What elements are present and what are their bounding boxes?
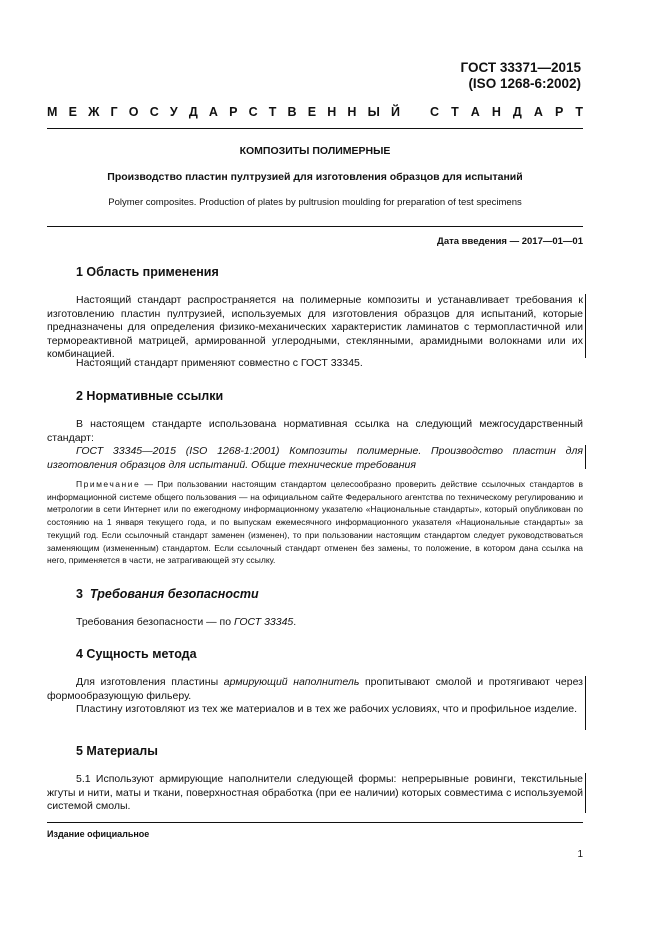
top-divider <box>47 128 583 129</box>
section-2-heading: 2 Нормативные ссылки <box>76 389 224 403</box>
section-4-heading: 4 Сущность метода <box>76 647 197 661</box>
banner-letter: С <box>149 105 159 119</box>
section-2-para-1: В настоящем стандарте использована нормативная ссылка на следующий межгосударственный стандарт: <box>47 418 583 444</box>
banner-letter: Й <box>391 105 400 119</box>
banner-letter: Д <box>512 105 522 119</box>
note-label: Примечание <box>76 479 141 489</box>
standard-word <box>430 105 583 119</box>
section-5-para-1: 5.1 Используют армирующие наполнители следующей формы: непрерывные ровинги, текстильные жгуты и нити, маты и ткани, поверхностная обработка (при ее наличии) которых совместима с используемой системой смолы. <box>47 773 583 812</box>
banner-letter: Н <box>491 105 501 119</box>
note-block <box>47 478 583 567</box>
banner-letter: Т <box>268 105 277 119</box>
doc-title-english: Polymer composites. Production of plates by pultrusion moulding for preparation of test specimens <box>108 197 522 208</box>
section-3-para: Требования безопасности — по ГОСТ 33345. <box>76 616 297 628</box>
intro-date: Дата введения — 2017—01—01 <box>437 236 583 247</box>
section-3-heading: 3 Требования безопасности <box>76 587 259 601</box>
change-bar <box>585 294 586 358</box>
banner-letter: Ы <box>367 105 380 119</box>
section-4-para-2: Пластину изготовляют из тех же материалов и в тех же рабочих условиях, что и профильное изделие. <box>76 703 578 715</box>
iso-number: (ISO 1268-6:2002) <box>468 76 581 91</box>
banner-letter: С <box>430 105 440 119</box>
banner-letter: М <box>47 105 58 119</box>
change-bar <box>585 445 586 469</box>
banner-letter: Т <box>575 105 583 119</box>
title-divider <box>47 226 583 227</box>
banner-letter: Ж <box>88 105 100 119</box>
banner-letter: С <box>248 105 258 119</box>
section-4-para-1: Для изготовления пластины армирующий наполнитель пропитывают смолой и протягивают через формообразующую фильеру. <box>47 676 583 702</box>
page-number: 1 <box>577 849 583 860</box>
normative-reference: ГОСТ 33345—2015 (ISO 1268-1:2001) Композиты полимерные. Производство пластин для изготовления образцов для испытаний. Общие технические требования <box>47 445 583 471</box>
banner-letter: Н <box>347 105 357 119</box>
banner-letter: А <box>533 105 543 119</box>
banner-letter: А <box>470 105 480 119</box>
banner-letter: Д <box>188 105 198 119</box>
section-1-para-2: Настоящий стандарт применяют совместно с ГОСТ 33345. <box>76 357 363 369</box>
change-bar <box>585 773 586 813</box>
standard-id <box>461 60 581 92</box>
banner-letter: Р <box>229 105 238 119</box>
edition-label: Издание официальное <box>47 829 150 839</box>
banner-letter: Е <box>68 105 77 119</box>
standard-number: ГОСТ 33371—2015 <box>460 60 581 75</box>
section-5-heading: 5 Материалы <box>76 744 158 758</box>
doc-title-main: КОМПОЗИТЫ ПОЛИМЕРНЫЕ <box>239 145 391 157</box>
banner-letter: В <box>287 105 297 119</box>
footer-divider <box>47 822 583 823</box>
banner-letter: Г <box>110 105 118 119</box>
change-bar <box>585 676 586 730</box>
banner-letter: Е <box>307 105 317 119</box>
section-1-heading: 1 Область применения <box>76 265 219 279</box>
note-text: — При пользовании настоящим стандартом целесообразно проверить действие ссылочных стандартов в информационной системе общего пользования — на официальном сайте Федерального агентства по техническому регулированию и метрологии в сети Интернет или по ежегодному информационному указателю «Национальные стандарты», который опубликован по состоянию на 1 января текущего года, и по выпускам ежемесячного информационного указателя «Национальные стандарты» за текущий год. Если ссылочный стандарт заменен (изменен), то при пользовании настоящим стандартом следует руководствоваться заменяющим (измененным) стандартом. Если ссылочный стандарт отменен без замены, то положение, в котором дана ссылка на него, применяется в части, не затрагивающей эту ссылку. <box>47 479 583 566</box>
banner-letter: О <box>128 105 139 119</box>
banner-letter: А <box>208 105 218 119</box>
interstate-word <box>47 105 400 119</box>
banner-letter: Н <box>327 105 337 119</box>
banner-letter: Р <box>554 105 564 119</box>
section-1-para-1: Настоящий стандарт распространяется на полимерные композиты и устанавливает требования к изготовлению пластин пултрузией, используемых для изготовления образцов для испытаний, которые предназначены для определения физико-механических характеристик ламинатов с термопластичной или термореактивной матрицей, армированной углеродными, стеклянными, арамидными волокнами или их комбинацией. <box>47 294 583 360</box>
doc-title-sub: Производство пластин пултрузией для изготовления образцов для испытаний <box>107 171 523 183</box>
banner-letter: Т <box>451 105 459 119</box>
banner-letter: У <box>169 105 178 119</box>
